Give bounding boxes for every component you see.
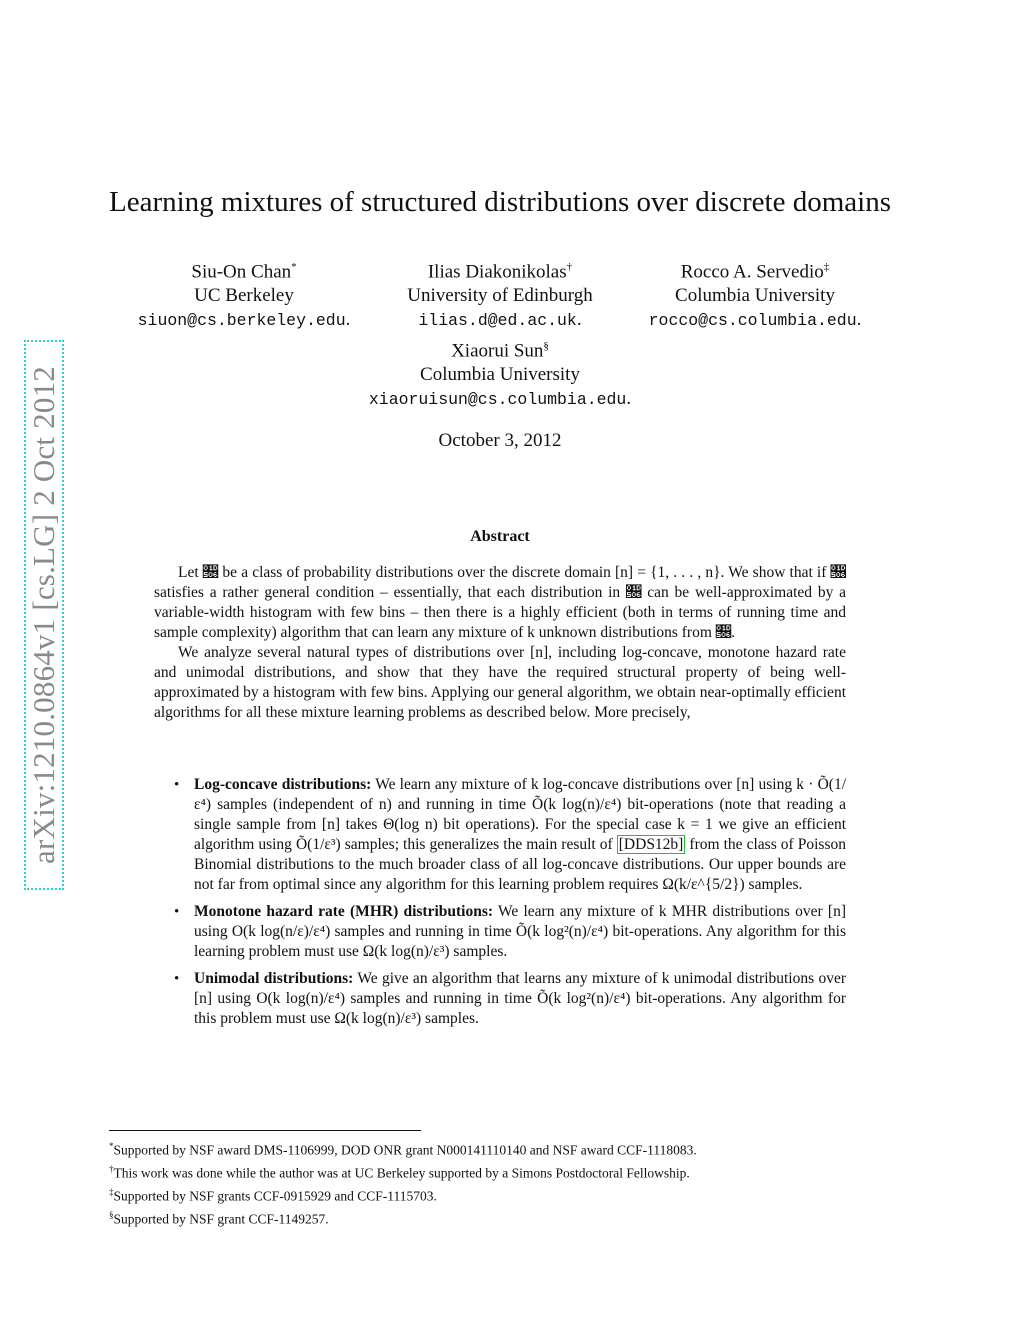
list-item-label: Monotone hazard rate (MHR) distributions: [194, 903, 494, 920]
footnote-text: Supported by NSF grant CCF-1149257. [113, 1211, 329, 1227]
footnote-mark: † [109, 1164, 114, 1174]
list-item-label: Log-concave distributions: [194, 776, 372, 793]
arxiv-identifier[interactable]: arXiv:1210.0864v1 [cs.LG] 2 Oct 2012 [26, 366, 61, 864]
bullet-icon: • [174, 971, 180, 987]
footnote-mark: ‡ [109, 1187, 114, 1197]
paper-title: Learning mixtures of structured distributions over discrete domains [108, 186, 891, 218]
author-affiliation: Columbia University [420, 364, 580, 386]
abstract-paragraph-2: We analyze several natural types of distributions over [n], including log-concave, monotone hazard rate and unimodal distributions, and show that they have the required structural property of being well-approximated by a histogram with few bins. Applying our general algorithm, we obtain near-optimally efficient algorithms for all these mixture learning problems as described below. More precisely, [154, 644, 846, 721]
author-affiliation: Columbia University [675, 285, 835, 307]
author-name: Rocco A. Servedio [680, 261, 824, 283]
author-footnote-mark: § [543, 340, 549, 352]
footnote-mark: § [109, 1210, 114, 1220]
list-item [154, 902, 846, 962]
results-list [154, 775, 846, 1036]
author-footnote-mark: † [566, 261, 573, 273]
footnote-text: This work was done while the author was at UC Berkeley supported by a Simons Postdoctoral Fellowship. [113, 1165, 690, 1181]
author-name: Xiaorui Sun [451, 340, 544, 362]
author-footnote-mark: * [291, 261, 297, 273]
citation-link[interactable]: [DDS12b] [618, 836, 684, 853]
author-affiliation: University of Edinburgh [407, 285, 593, 307]
abstract-paragraph-1: Let 𝔆 be a class of probability distributions over the discrete domain [n] = {1, . . . , n}. We show that if 𝔆 satisfies a rather general condition – essentially, that each distribution in 𝔆 can be well-approximated by a variable-width histogram with few bins – then there is a highly efficient (both in terms of running time and sample complexity) algorithm that can learn any mixture of k unknown distributions from 𝔆. [154, 564, 846, 641]
author-block-3: Rocco A. Servedio‡ Columbia University rocco@cs.columbia.edu. [640, 255, 870, 333]
publication-date: October 3, 2012 [438, 430, 562, 451]
footnote-rule [109, 1130, 421, 1131]
list-item-text: We learn any mixture of k log-concave distributions over [n] using k · Õ(1/ε⁴) samples (independent of n) and running in time Õ(k log(n)/ε⁴) bit-operations (note that reading a single sample from [n] takes Θ(log n) bit operations). For the special case k = 1 we give an efficient algorithm using Õ(1/ε³) samples; this generalizes the main result of [194, 776, 846, 853]
author-block-2: Ilias Diakonikolas† University of Edinburgh ilias.d@ed.ac.uk. [386, 255, 614, 333]
bullet-icon: • [174, 777, 180, 793]
author-name: Siu-On Chan [191, 261, 292, 283]
footnote-text: Supported by NSF grants CCF-0915929 and CCF-1115703. [113, 1188, 437, 1204]
list-item-text: We give an algorithm that learns any mixture of k unimodal distributions over [n] using O(k log(n)/ε⁴) samples and running in time Õ(k log²(n)/ε⁴) bit-operations. Any algorithm for this problem must use Ω(k log(n)/ε³) samples. [194, 970, 846, 1027]
author-block-4: Xiaorui Sun§ Columbia University xiaoruisun@cs.columbia.edu. [340, 334, 660, 412]
list-item [154, 969, 846, 1029]
abstract-heading: Abstract [470, 528, 530, 545]
footnote [109, 1160, 889, 1183]
list-item-text: from the class of Poisson Binomial distributions to the much broader class of all log-concave distributions. Our upper bounds are not far from optimal since any algorithm for this learning problem requires Ω(k/ε^{5/2}) samples. [194, 836, 846, 893]
footnote [109, 1206, 889, 1229]
list-item-label: Unimodal distributions: [194, 970, 354, 987]
author-email[interactable]: xiaoruisun@cs.columbia.edu [368, 390, 627, 410]
bullet-icon: • [174, 904, 180, 920]
footnote [109, 1137, 889, 1160]
footnote-mark: * [109, 1141, 114, 1151]
footnotes [109, 1137, 889, 1229]
author-block-1: Siu-On Chan* UC Berkeley siuon@cs.berkeley.edu. [130, 255, 358, 333]
author-email[interactable]: ilias.d@ed.ac.uk [418, 311, 577, 331]
footnote [109, 1183, 889, 1206]
list-item-text: We learn any mixture of k MHR distributions over [n] using O(k log(n/ε)/ε⁴) samples and running in time Õ(k log²(n)/ε⁴) bit-operations. Any algorithm for this learning problem must use Ω(k log(n)/ε³) samples. [194, 903, 846, 960]
author-footnote-mark: ‡ [823, 261, 830, 273]
arxiv-stamp[interactable] [24, 340, 64, 890]
footnote-text: Supported by NSF award DMS-1106999, DOD ONR grant N000141110140 and NSF award CCF-1118083. [113, 1142, 697, 1158]
author-email[interactable]: rocco@cs.columbia.edu [648, 311, 857, 331]
list-item [154, 775, 846, 895]
author-email[interactable]: siuon@cs.berkeley.edu [137, 311, 346, 331]
abstract-body [154, 563, 846, 723]
author-name: Ilias Diakonikolas [427, 261, 567, 283]
author-affiliation: UC Berkeley [194, 285, 294, 307]
